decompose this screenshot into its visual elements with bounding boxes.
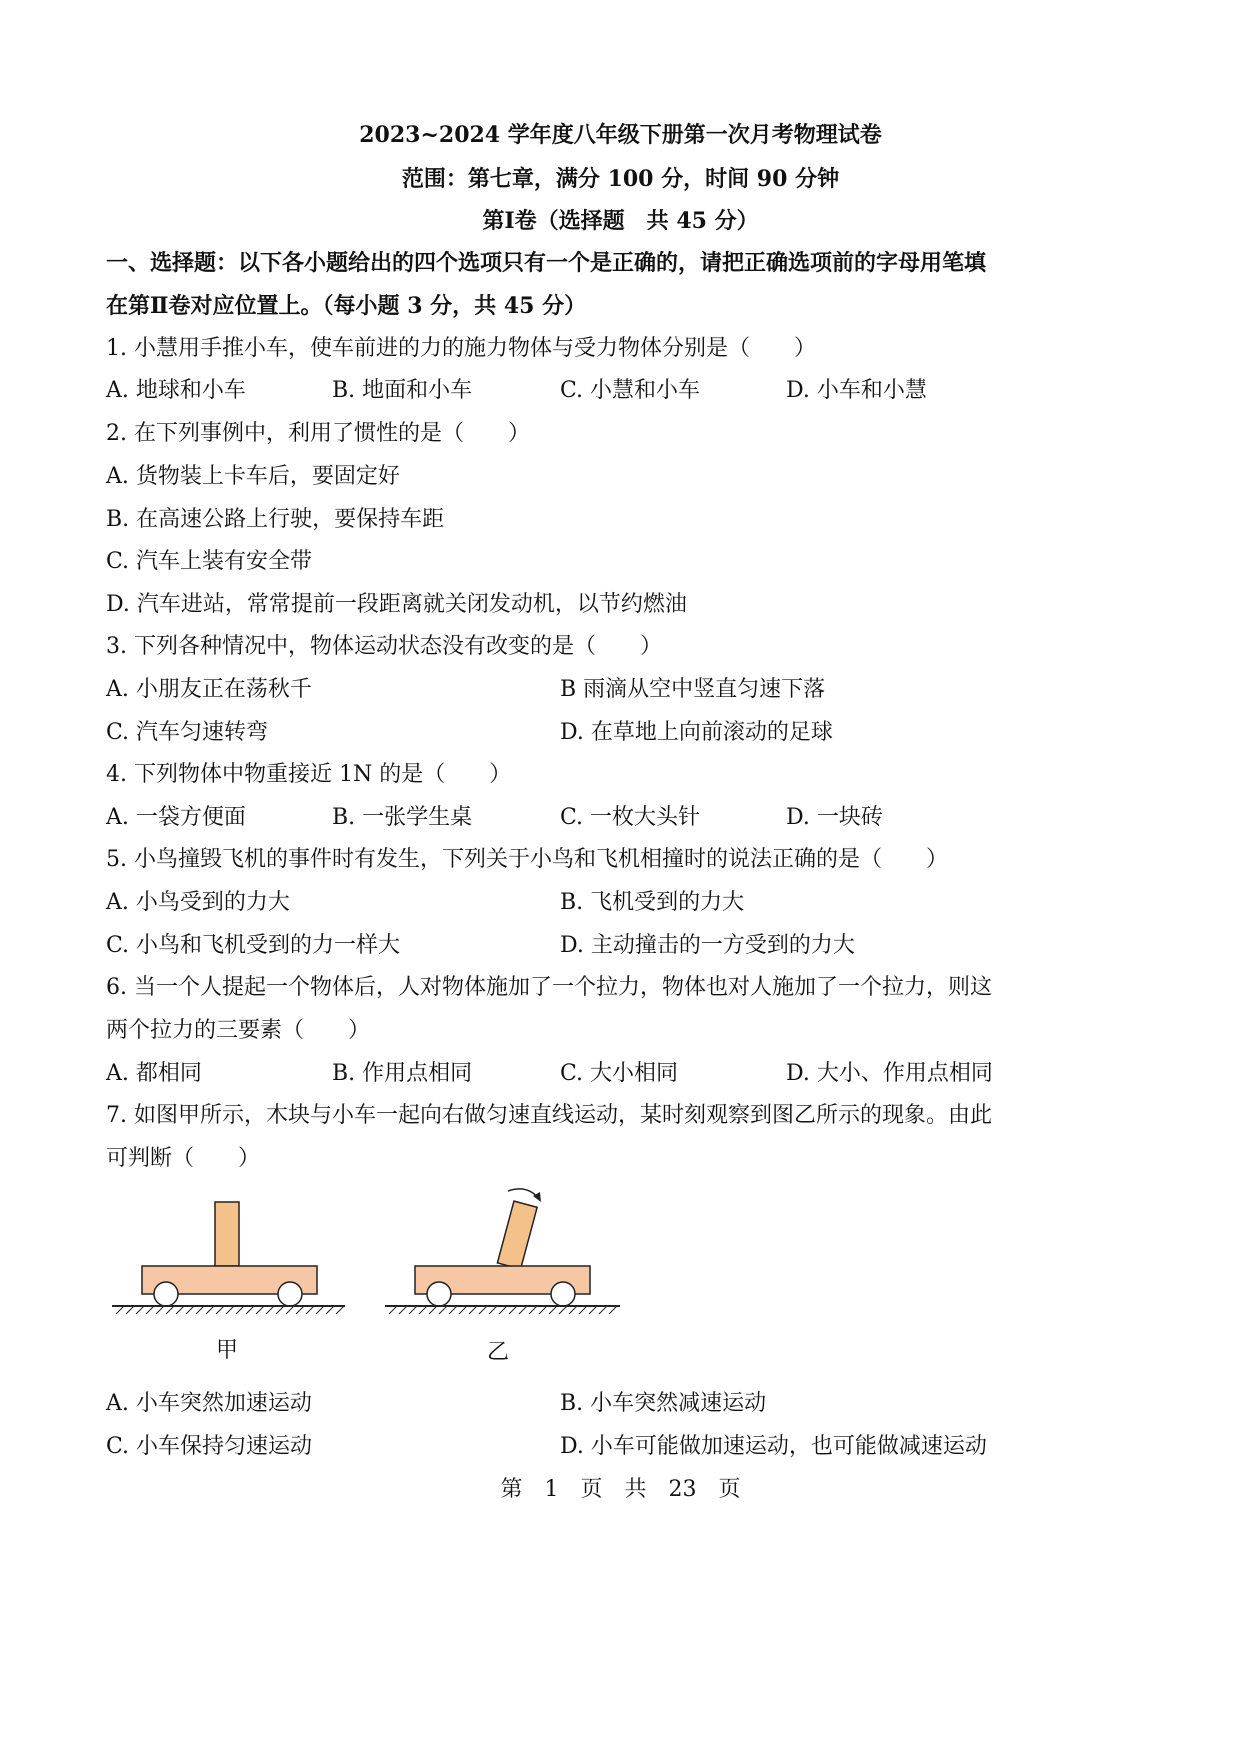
q7-option-b: B. 小车突然减速运动: [560, 1391, 767, 1416]
upright-block: [215, 1202, 239, 1266]
q2-option-a: A. 货物装上卡车后，要固定好: [106, 464, 400, 489]
q6-option-c: C. 大小相同: [560, 1061, 679, 1086]
q5-option-c: C. 小鸟和飞机受到的力一样大: [106, 933, 401, 958]
q1-option-a: A. 地球和小车: [106, 378, 246, 403]
q5-option-b: B. 飞机受到的力大: [560, 890, 745, 915]
q6-option-b: B. 作用点相同: [332, 1061, 473, 1086]
question-6-stem-cont: 两个拉力的三要素（ ）: [106, 1018, 371, 1043]
question-6-stem: 6. 当一个人提起一个物体后，人对物体施加了一个拉力，物体也对人施加了一个拉力，则这: [106, 975, 992, 1000]
q4-option-b: B. 一张学生桌: [332, 805, 473, 830]
q1-option-b: B. 地面和小车: [332, 378, 473, 403]
figure-jia-cart: [112, 1202, 345, 1314]
cart-wheel: [551, 1282, 575, 1306]
q6-option-a: A. 都相同: [106, 1061, 202, 1086]
q1-option-d: D. 小车和小慧: [786, 378, 927, 403]
figure-label-yi: 乙: [487, 1340, 510, 1365]
tilted-block: [497, 1201, 537, 1269]
question-2-stem: 2. 在下列事例中，利用了惯性的是（ ）: [106, 421, 530, 446]
cart-block-figure: [100, 1180, 640, 1380]
q7-option-d: D. 小车可能做加速运动，也可能做减速运动: [560, 1434, 987, 1459]
section-instruction: 一、选择题：以下各小题给出的四个选项只有一个是正确的，请把正确选项前的字母用笔填: [106, 250, 987, 276]
q4-option-c: C. 一枚大头针: [560, 805, 701, 830]
cart-wheel: [427, 1282, 451, 1306]
cart-wheel: [154, 1282, 178, 1306]
q6-option-d: D. 大小、作用点相同: [786, 1061, 993, 1086]
question-7-stem: 7. 如图甲所示，木块与小车一起向右做匀速直线运动，某时刻观察到图乙所示的现象。由此: [106, 1103, 992, 1128]
q4-option-a: A. 一袋方便面: [106, 805, 246, 830]
page-number: 第 1 页 共 23 页: [500, 1477, 741, 1502]
ground-hatch: [389, 1306, 617, 1314]
figure-label-jia: 甲: [216, 1338, 239, 1363]
figure-yi-cart: [385, 1189, 620, 1314]
q5-option-d: D. 主动撞击的一方受到的力大: [560, 933, 855, 958]
cart-wheel: [278, 1282, 302, 1306]
question-3-stem: 3. 下列各种情况中，物体运动状态没有改变的是（ ）: [106, 634, 662, 659]
q3-option-d: D. 在草地上向前滚动的足球: [560, 720, 833, 745]
question-7-stem-cont: 可判断（ ）: [106, 1146, 261, 1171]
q7-option-a: A. 小车突然加速运动: [106, 1391, 312, 1416]
question-4-stem: 4. 下列物体中物重接近 1N 的是（ ）: [106, 762, 512, 787]
q5-option-a: A. 小鸟受到的力大: [106, 890, 290, 915]
q2-option-d: D. 汽车进站，常常提前一段距离就关闭发动机，以节约燃油: [106, 592, 687, 617]
q3-option-b: B 雨滴从空中竖直匀速下落: [560, 677, 826, 702]
q4-option-d: D. 一块砖: [786, 805, 883, 830]
exam-title: 2023~2024 学年度八年级下册第一次月考物理试卷: [359, 122, 882, 148]
q3-option-c: C. 汽车匀速转弯: [106, 720, 269, 745]
q7-option-c: C. 小车保持匀速运动: [106, 1434, 313, 1459]
section-instruction-cont: 在第Ⅱ卷对应位置上。（每小题 3 分，共 45 分）: [106, 293, 587, 319]
ground-hatch: [116, 1306, 344, 1314]
question-1-stem: 1. 小慧用手推小车，使车前进的力的施力物体与受力物体分别是（ ）: [106, 336, 816, 361]
q3-option-a: A. 小朋友正在荡秋千: [106, 677, 312, 702]
part-heading: 第Ⅰ卷（选择题 共 45 分）: [482, 208, 759, 234]
rotation-arrow: [508, 1189, 540, 1200]
q2-option-c: C. 汽车上装有安全带: [106, 549, 313, 574]
q2-option-b: B. 在高速公路上行驶，要保持车距: [106, 507, 445, 532]
q1-option-c: C. 小慧和小车: [560, 378, 701, 403]
question-5-stem: 5. 小鸟撞毁飞机的事件时有发生，下列关于小鸟和飞机相撞时的说法正确的是（ ）: [106, 847, 948, 872]
exam-scope: 范围：第七章，满分 100 分，时间 90 分钟: [401, 166, 840, 192]
